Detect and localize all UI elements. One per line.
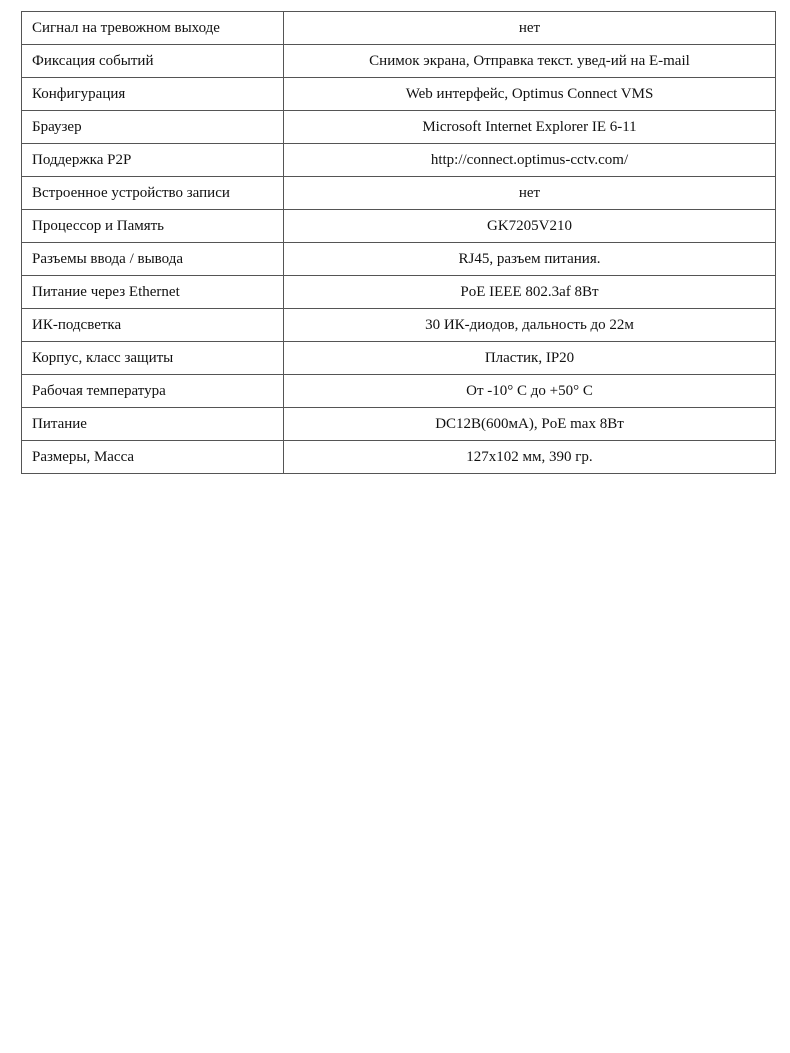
param-cell: Фиксация событий xyxy=(22,45,284,78)
value-cell: От -10° С до +50° С xyxy=(284,375,776,408)
param-cell: Разъемы ввода / вывода xyxy=(22,243,284,276)
table-row xyxy=(22,342,776,375)
table-row xyxy=(22,177,776,210)
param-cell: Браузер xyxy=(22,111,284,144)
value-cell: PoE IEEE 802.3af 8Вт xyxy=(284,276,776,309)
table-row xyxy=(22,144,776,177)
value-cell: нет xyxy=(284,177,776,210)
value-cell: 127x102 мм, 390 гр. xyxy=(284,441,776,474)
value-cell: Пластик, IP20 xyxy=(284,342,776,375)
param-cell: Размеры, Масса xyxy=(22,441,284,474)
table-row xyxy=(22,111,776,144)
param-cell: Конфигурация xyxy=(22,78,284,111)
table-row xyxy=(22,408,776,441)
param-cell: Процессор и Память xyxy=(22,210,284,243)
table-row xyxy=(22,375,776,408)
value-cell: RJ45, разъем питания. xyxy=(284,243,776,276)
param-cell: Встроенное устройство записи xyxy=(22,177,284,210)
table-row xyxy=(22,12,776,45)
param-cell: Корпус, класс защиты xyxy=(22,342,284,375)
table-row xyxy=(22,243,776,276)
param-cell: Питание через Ethernet xyxy=(22,276,284,309)
table-row xyxy=(22,210,776,243)
param-cell: Поддержка P2P xyxy=(22,144,284,177)
value-cell: DC12В(600мА), PoE max 8Вт xyxy=(284,408,776,441)
value-cell: Microsoft Internet Explorer IE 6-11 xyxy=(284,111,776,144)
param-cell: Сигнал на тревожном выходе xyxy=(22,12,284,45)
value-cell: GK7205V210 xyxy=(284,210,776,243)
table-row xyxy=(22,45,776,78)
param-cell: Рабочая температура xyxy=(22,375,284,408)
value-cell: 30 ИК-диодов, дальность до 22м xyxy=(284,309,776,342)
table-row xyxy=(22,276,776,309)
value-cell: http://connect.optimus-cctv.com/ xyxy=(284,144,776,177)
param-cell: Питание xyxy=(22,408,284,441)
value-cell: Web интерфейс, Optimus Connect VMS xyxy=(284,78,776,111)
table-row xyxy=(22,78,776,111)
spec-table xyxy=(21,11,776,474)
param-cell: ИК-подсветка xyxy=(22,309,284,342)
table-row xyxy=(22,309,776,342)
table-row xyxy=(22,441,776,474)
value-cell: нет xyxy=(284,12,776,45)
value-cell: Снимок экрана, Отправка текст. увед-ий на E-mail xyxy=(284,45,776,78)
